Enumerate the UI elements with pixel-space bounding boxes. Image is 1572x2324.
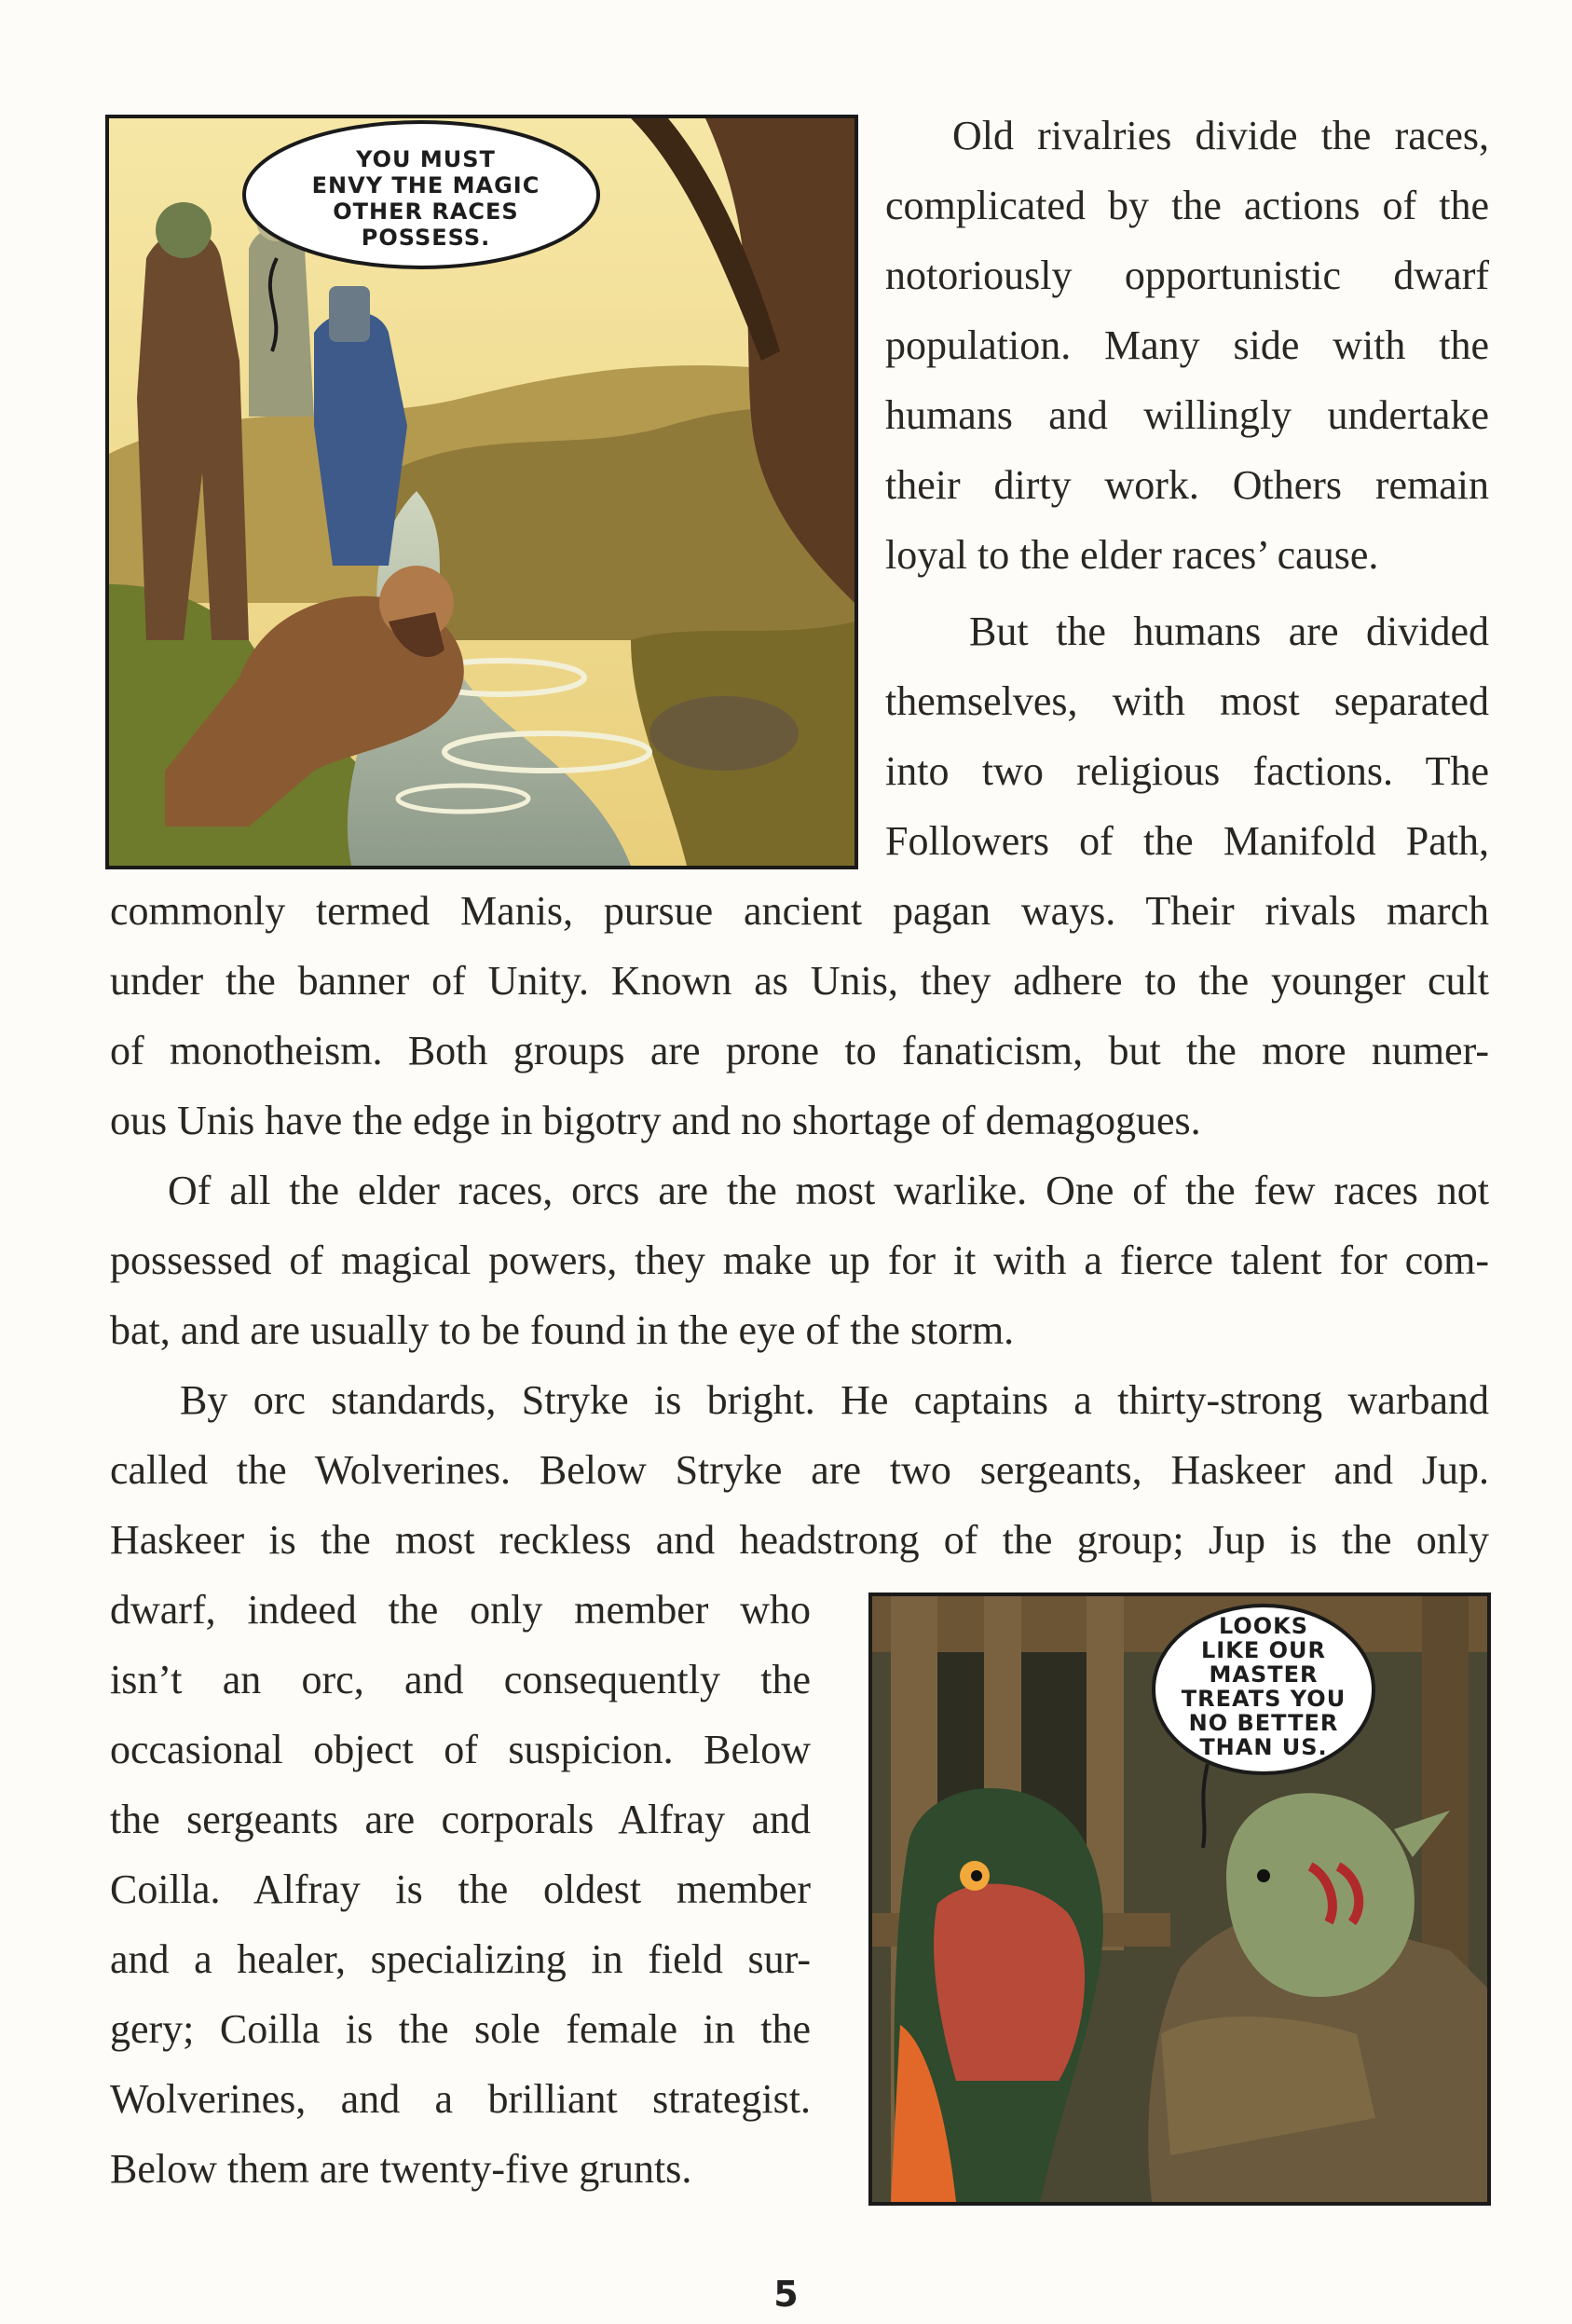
text-line: population. Many side with the — [885, 322, 1489, 368]
text-line: Below them are twenty-five grunts. — [110, 2146, 692, 2192]
page-number: 5 — [773, 2274, 799, 2315]
text-line: notoriously opportunistic dwarf — [885, 253, 1489, 298]
paragraph-2-top — [885, 596, 1489, 876]
text-line: called the Wolverines. Below Stryke are two sergeants, Haskeer and Jup. — [110, 1447, 1489, 1493]
paragraph-4-bottom — [110, 1575, 811, 2204]
paragraph-1 — [885, 101, 1489, 590]
speech-line: LOOKS — [1218, 1613, 1309, 1639]
speech-line: THAN US. — [1199, 1734, 1328, 1760]
text-line: Wolverines, and a brilliant strategist. — [110, 2076, 811, 2122]
text-line: But the humans are divided — [969, 608, 1489, 654]
text-line: of monotheism. Both groups are prone to fanaticism, but the more numer- — [110, 1028, 1489, 1073]
speech-line: ENVY THE MAGIC — [311, 172, 540, 198]
comic-panel-cage — [868, 1593, 1491, 2206]
paragraph-2-bottom — [110, 876, 1489, 1155]
speech-line: TREATS YOU — [1181, 1686, 1346, 1712]
comic-panel-river — [105, 115, 858, 869]
text-line: gery; Coilla is the sole female in the — [110, 2006, 811, 2052]
paragraph-3 — [110, 1155, 1489, 1365]
text-line: Haskeer is the most reckless and headstrong of the group; Jup is the only — [110, 1517, 1489, 1563]
speech-line: MASTER — [1209, 1661, 1319, 1688]
text-line: Of all the elder races, orcs are the most warlike. One of the few races not — [168, 1168, 1489, 1213]
text-line: into two religious factions. The — [885, 748, 1489, 794]
cage-scene-illustration — [872, 1596, 1487, 2202]
text-line: isn’t an orc, and consequently the — [110, 1657, 811, 1702]
speech-line: POSSESS. — [361, 225, 491, 251]
text-line: themselves, with most separated — [885, 678, 1489, 724]
speech-line: OTHER RACES — [333, 198, 519, 225]
text-line: under the banner of Unity. Known as Unis, they adhere to the younger cult — [110, 958, 1489, 1004]
speech-line: LIKE OUR — [1201, 1637, 1326, 1663]
text-line: Coilla. Alfray is the oldest member — [110, 1866, 811, 1912]
text-line: By orc standards, Stryke is bright. He captains a thirty-strong warband — [180, 1377, 1489, 1423]
paragraph-4-top — [110, 1365, 1489, 1575]
text-line: ous Unis have the edge in bigotry and no shortage of demagogues. — [110, 1098, 1201, 1143]
speech-line: NO BETTER — [1188, 1710, 1339, 1736]
text-line: loyal to the elder races’ cause. — [885, 532, 1379, 578]
text-line: bat, and are usually to be found in the eye of the storm. — [110, 1307, 1015, 1353]
text-line: and a healer, specializing in field sur- — [110, 1936, 811, 1982]
text-line: occasional object of suspicion. Below — [110, 1727, 811, 1772]
text-line: dwarf, indeed the only member who — [110, 1587, 811, 1633]
text-line: Old rivalries divide the races, — [952, 113, 1489, 158]
river-scene-illustration — [109, 118, 854, 866]
text-line: commonly termed Manis, pursue ancient pagan ways. Their rivals march — [110, 888, 1489, 934]
text-line: their dirty work. Others remain — [885, 462, 1489, 508]
text-line: Followers of the Manifold Path, — [885, 818, 1489, 864]
speech-line: YOU MUST — [356, 146, 496, 172]
text-line: complicated by the actions of the — [885, 183, 1489, 228]
text-line: humans and willingly undertake — [885, 392, 1489, 438]
text-line: the sergeants are corporals Alfray and — [110, 1797, 811, 1842]
text-line: possessed of magical powers, they make up for it with a fierce talent for com- — [110, 1237, 1489, 1283]
